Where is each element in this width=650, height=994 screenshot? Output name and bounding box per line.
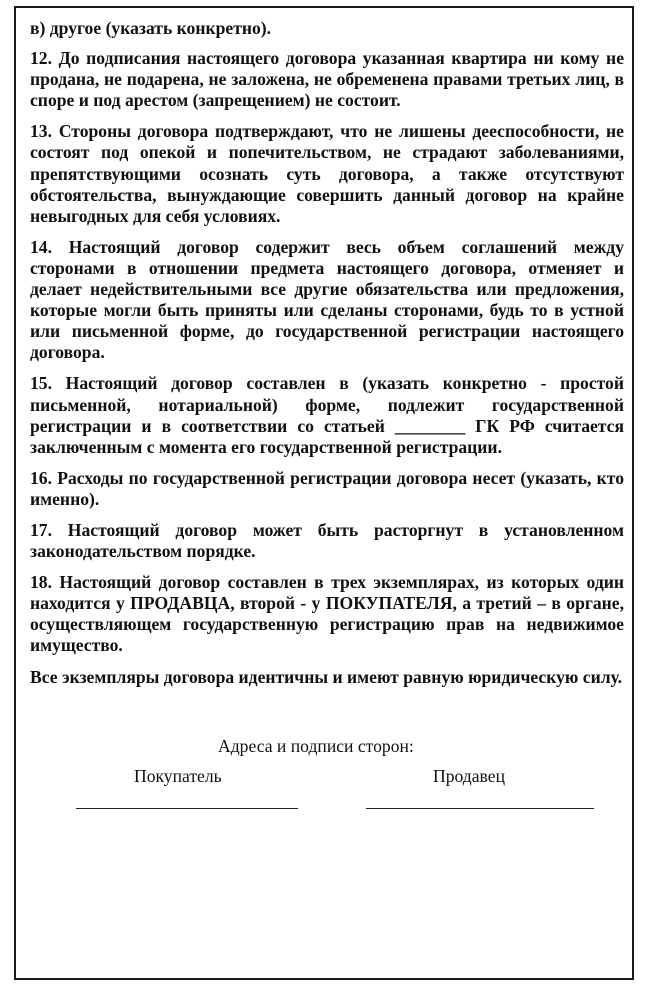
item-v: в) другое (указать конкретно).: [30, 18, 272, 38]
clause-17: 17. Настоящий договор может быть расторгнут в установленном законодательством порядке.: [30, 519, 624, 562]
closing-statement: Все экземпляры договора идентичны и имеют равную юридическую силу.: [30, 666, 623, 687]
clause-12: 12. До подписания настоящего договора указанная квартира ни кому не продана, не подарена, не заложена, не обременена правами третьих лиц, в споре и под арестом (запрещением) не состоит.: [30, 48, 624, 111]
clause-13: 13. Стороны договора подтверждают, что не лишены дееспособности, не состоят под опекой и попечительством, не страдают заболеваниями, препятствующими осознать суть договора, а также отсутствуют обстоятельства, вынуждающие совершить данный договор на крайне невыгодных для себя условиях.: [30, 121, 624, 226]
clause-16: 16. Расходы по государственной регистрации договора несет (указать, кто именно).: [30, 467, 624, 509]
signatures-title: Адреса и подписи сторон:: [218, 736, 414, 756]
buyer-label: Покупатель: [134, 766, 222, 786]
clause-14: 14. Настоящий договор содержит весь объем соглашений между сторонами в отношении предмета настоящего договора, отменяет и делает недействительными все другие обязательства или предложения, которые могли быть приняты или сделаны сторонами, будь то в устной или письменной форме, до государственной регистрации настоящего договора.: [30, 236, 624, 363]
clause-18: 18. Настоящий договор составлен в трех экземплярах, из которых один находится у ПРОДАВЦА, второй - у ПОКУПАТЕЛЯ, а третий – в органе, осуществляющем государственную регистрацию прав на недвижимое имущество.: [30, 572, 624, 656]
seller-label: Продавец: [433, 766, 505, 786]
document-body: [30, 18, 624, 698]
buyer-signature-line: [76, 808, 298, 809]
clause-15: 15. Настоящий договор составлен в (указать конкретно - простой письменной, нотариальной) форме, подлежит государственной регистрации и в соответствии со статьей ________ ГК РФ считается заключенным с момента его государственной регистрации.: [30, 373, 624, 457]
seller-signature-line: [366, 808, 594, 809]
